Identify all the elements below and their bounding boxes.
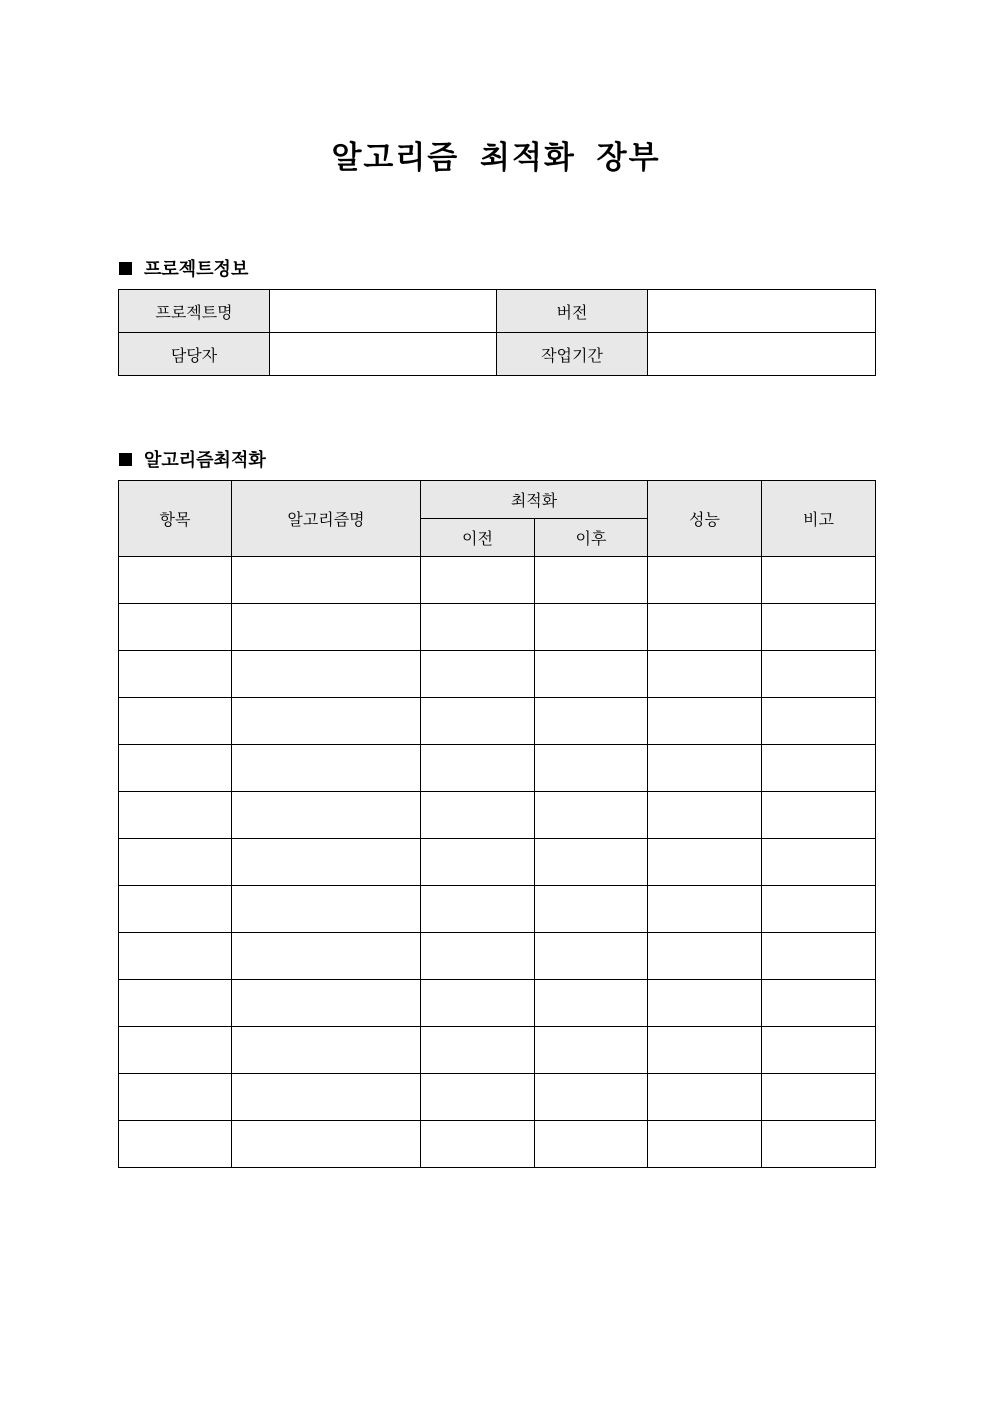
before-cell[interactable] — [421, 1027, 535, 1074]
algorithm-name-cell[interactable] — [232, 792, 421, 839]
note-cell[interactable] — [762, 651, 876, 698]
item-cell[interactable] — [119, 886, 232, 933]
square-bullet-icon — [119, 262, 132, 275]
owner-label: 담당자 — [119, 333, 270, 376]
item-cell[interactable] — [119, 604, 232, 651]
version-field[interactable] — [648, 290, 876, 333]
table-header-row — [119, 481, 876, 519]
after-cell[interactable] — [535, 839, 648, 886]
algo-opt-table-body — [119, 557, 876, 1168]
square-bullet-icon — [119, 453, 132, 466]
note-cell[interactable] — [762, 933, 876, 980]
note-cell[interactable] — [762, 745, 876, 792]
after-cell[interactable] — [535, 745, 648, 792]
after-cell[interactable] — [535, 886, 648, 933]
table-row — [119, 557, 876, 604]
algorithm-name-cell[interactable] — [232, 839, 421, 886]
item-cell[interactable] — [119, 651, 232, 698]
before-cell[interactable] — [421, 557, 535, 604]
before-cell[interactable] — [421, 1074, 535, 1121]
table-row — [119, 839, 876, 886]
algo-opt-heading — [119, 446, 266, 472]
after-cell[interactable] — [535, 1074, 648, 1121]
item-cell[interactable] — [119, 1027, 232, 1074]
algorithm-name-cell[interactable] — [232, 1121, 421, 1168]
after-cell[interactable] — [535, 651, 648, 698]
document-title: 알고리즘 최적화 장부 — [331, 140, 661, 176]
performance-cell[interactable] — [648, 839, 762, 886]
algorithm-name-cell[interactable] — [232, 651, 421, 698]
performance-cell[interactable] — [648, 933, 762, 980]
algo-opt-heading-text: 알고리즘최적화 — [144, 450, 266, 471]
algorithm-name-cell[interactable] — [232, 557, 421, 604]
item-cell[interactable] — [119, 980, 232, 1027]
algorithm-name-cell[interactable] — [232, 1074, 421, 1121]
performance-cell[interactable] — [648, 886, 762, 933]
item-cell[interactable] — [119, 1121, 232, 1168]
algo-opt-table — [118, 480, 876, 1168]
table-row — [119, 886, 876, 933]
project-info-row — [119, 333, 876, 376]
performance-cell[interactable] — [648, 698, 762, 745]
table-row — [119, 698, 876, 745]
table-row — [119, 745, 876, 792]
header-optimization: 최적화 — [421, 481, 648, 519]
before-cell[interactable] — [421, 886, 535, 933]
note-cell[interactable] — [762, 886, 876, 933]
after-cell[interactable] — [535, 1027, 648, 1074]
note-cell[interactable] — [762, 1074, 876, 1121]
note-cell[interactable] — [762, 1121, 876, 1168]
period-field[interactable] — [648, 333, 876, 376]
before-cell[interactable] — [421, 745, 535, 792]
table-row — [119, 604, 876, 651]
item-cell[interactable] — [119, 933, 232, 980]
before-cell[interactable] — [421, 839, 535, 886]
project-info-heading-text: 프로젝트정보 — [144, 259, 249, 280]
performance-cell[interactable] — [648, 980, 762, 1027]
after-cell[interactable] — [535, 604, 648, 651]
note-cell[interactable] — [762, 698, 876, 745]
note-cell[interactable] — [762, 792, 876, 839]
before-cell[interactable] — [421, 698, 535, 745]
header-algorithm-name: 알고리즘명 — [232, 481, 421, 557]
after-cell[interactable] — [535, 933, 648, 980]
header-after: 이후 — [535, 519, 648, 557]
project-info-row — [119, 290, 876, 333]
before-cell[interactable] — [421, 1121, 535, 1168]
algorithm-name-cell[interactable] — [232, 980, 421, 1027]
note-cell[interactable] — [762, 604, 876, 651]
item-cell[interactable] — [119, 698, 232, 745]
algorithm-name-cell[interactable] — [232, 698, 421, 745]
after-cell[interactable] — [535, 980, 648, 1027]
table-row — [119, 933, 876, 980]
project-name-label: 프로젝트명 — [119, 290, 270, 333]
algorithm-name-cell[interactable] — [232, 886, 421, 933]
performance-cell[interactable] — [648, 792, 762, 839]
project-info-table — [118, 289, 876, 376]
header-before: 이전 — [421, 519, 535, 557]
algorithm-name-cell[interactable] — [232, 1027, 421, 1074]
table-row — [119, 1074, 876, 1121]
note-cell[interactable] — [762, 1027, 876, 1074]
performance-cell[interactable] — [648, 557, 762, 604]
item-cell[interactable] — [119, 557, 232, 604]
version-label: 버전 — [497, 290, 648, 333]
performance-cell[interactable] — [648, 1121, 762, 1168]
before-cell[interactable] — [421, 933, 535, 980]
header-note: 비고 — [762, 481, 876, 557]
after-cell[interactable] — [535, 1121, 648, 1168]
owner-field[interactable] — [270, 333, 497, 376]
note-cell[interactable] — [762, 839, 876, 886]
table-row — [119, 1027, 876, 1074]
performance-cell[interactable] — [648, 651, 762, 698]
note-cell[interactable] — [762, 980, 876, 1027]
table-row — [119, 792, 876, 839]
table-row — [119, 651, 876, 698]
after-cell[interactable] — [535, 792, 648, 839]
project-name-field[interactable] — [270, 290, 497, 333]
project-info-heading — [119, 255, 248, 281]
performance-cell[interactable] — [648, 745, 762, 792]
item-cell[interactable] — [119, 745, 232, 792]
algorithm-name-cell[interactable] — [232, 933, 421, 980]
performance-cell[interactable] — [648, 1027, 762, 1074]
period-label: 작업기간 — [497, 333, 648, 376]
before-cell[interactable] — [421, 792, 535, 839]
header-performance: 성능 — [648, 481, 762, 557]
before-cell[interactable] — [421, 651, 535, 698]
performance-cell[interactable] — [648, 1074, 762, 1121]
item-cell[interactable] — [119, 792, 232, 839]
performance-cell[interactable] — [648, 604, 762, 651]
after-cell[interactable] — [535, 698, 648, 745]
algorithm-name-cell[interactable] — [232, 604, 421, 651]
algorithm-name-cell[interactable] — [232, 745, 421, 792]
header-item: 항목 — [119, 481, 232, 557]
before-cell[interactable] — [421, 604, 535, 651]
item-cell[interactable] — [119, 1074, 232, 1121]
after-cell[interactable] — [535, 557, 648, 604]
table-row — [119, 980, 876, 1027]
item-cell[interactable] — [119, 839, 232, 886]
table-row — [119, 1121, 876, 1168]
note-cell[interactable] — [762, 557, 876, 604]
before-cell[interactable] — [421, 980, 535, 1027]
